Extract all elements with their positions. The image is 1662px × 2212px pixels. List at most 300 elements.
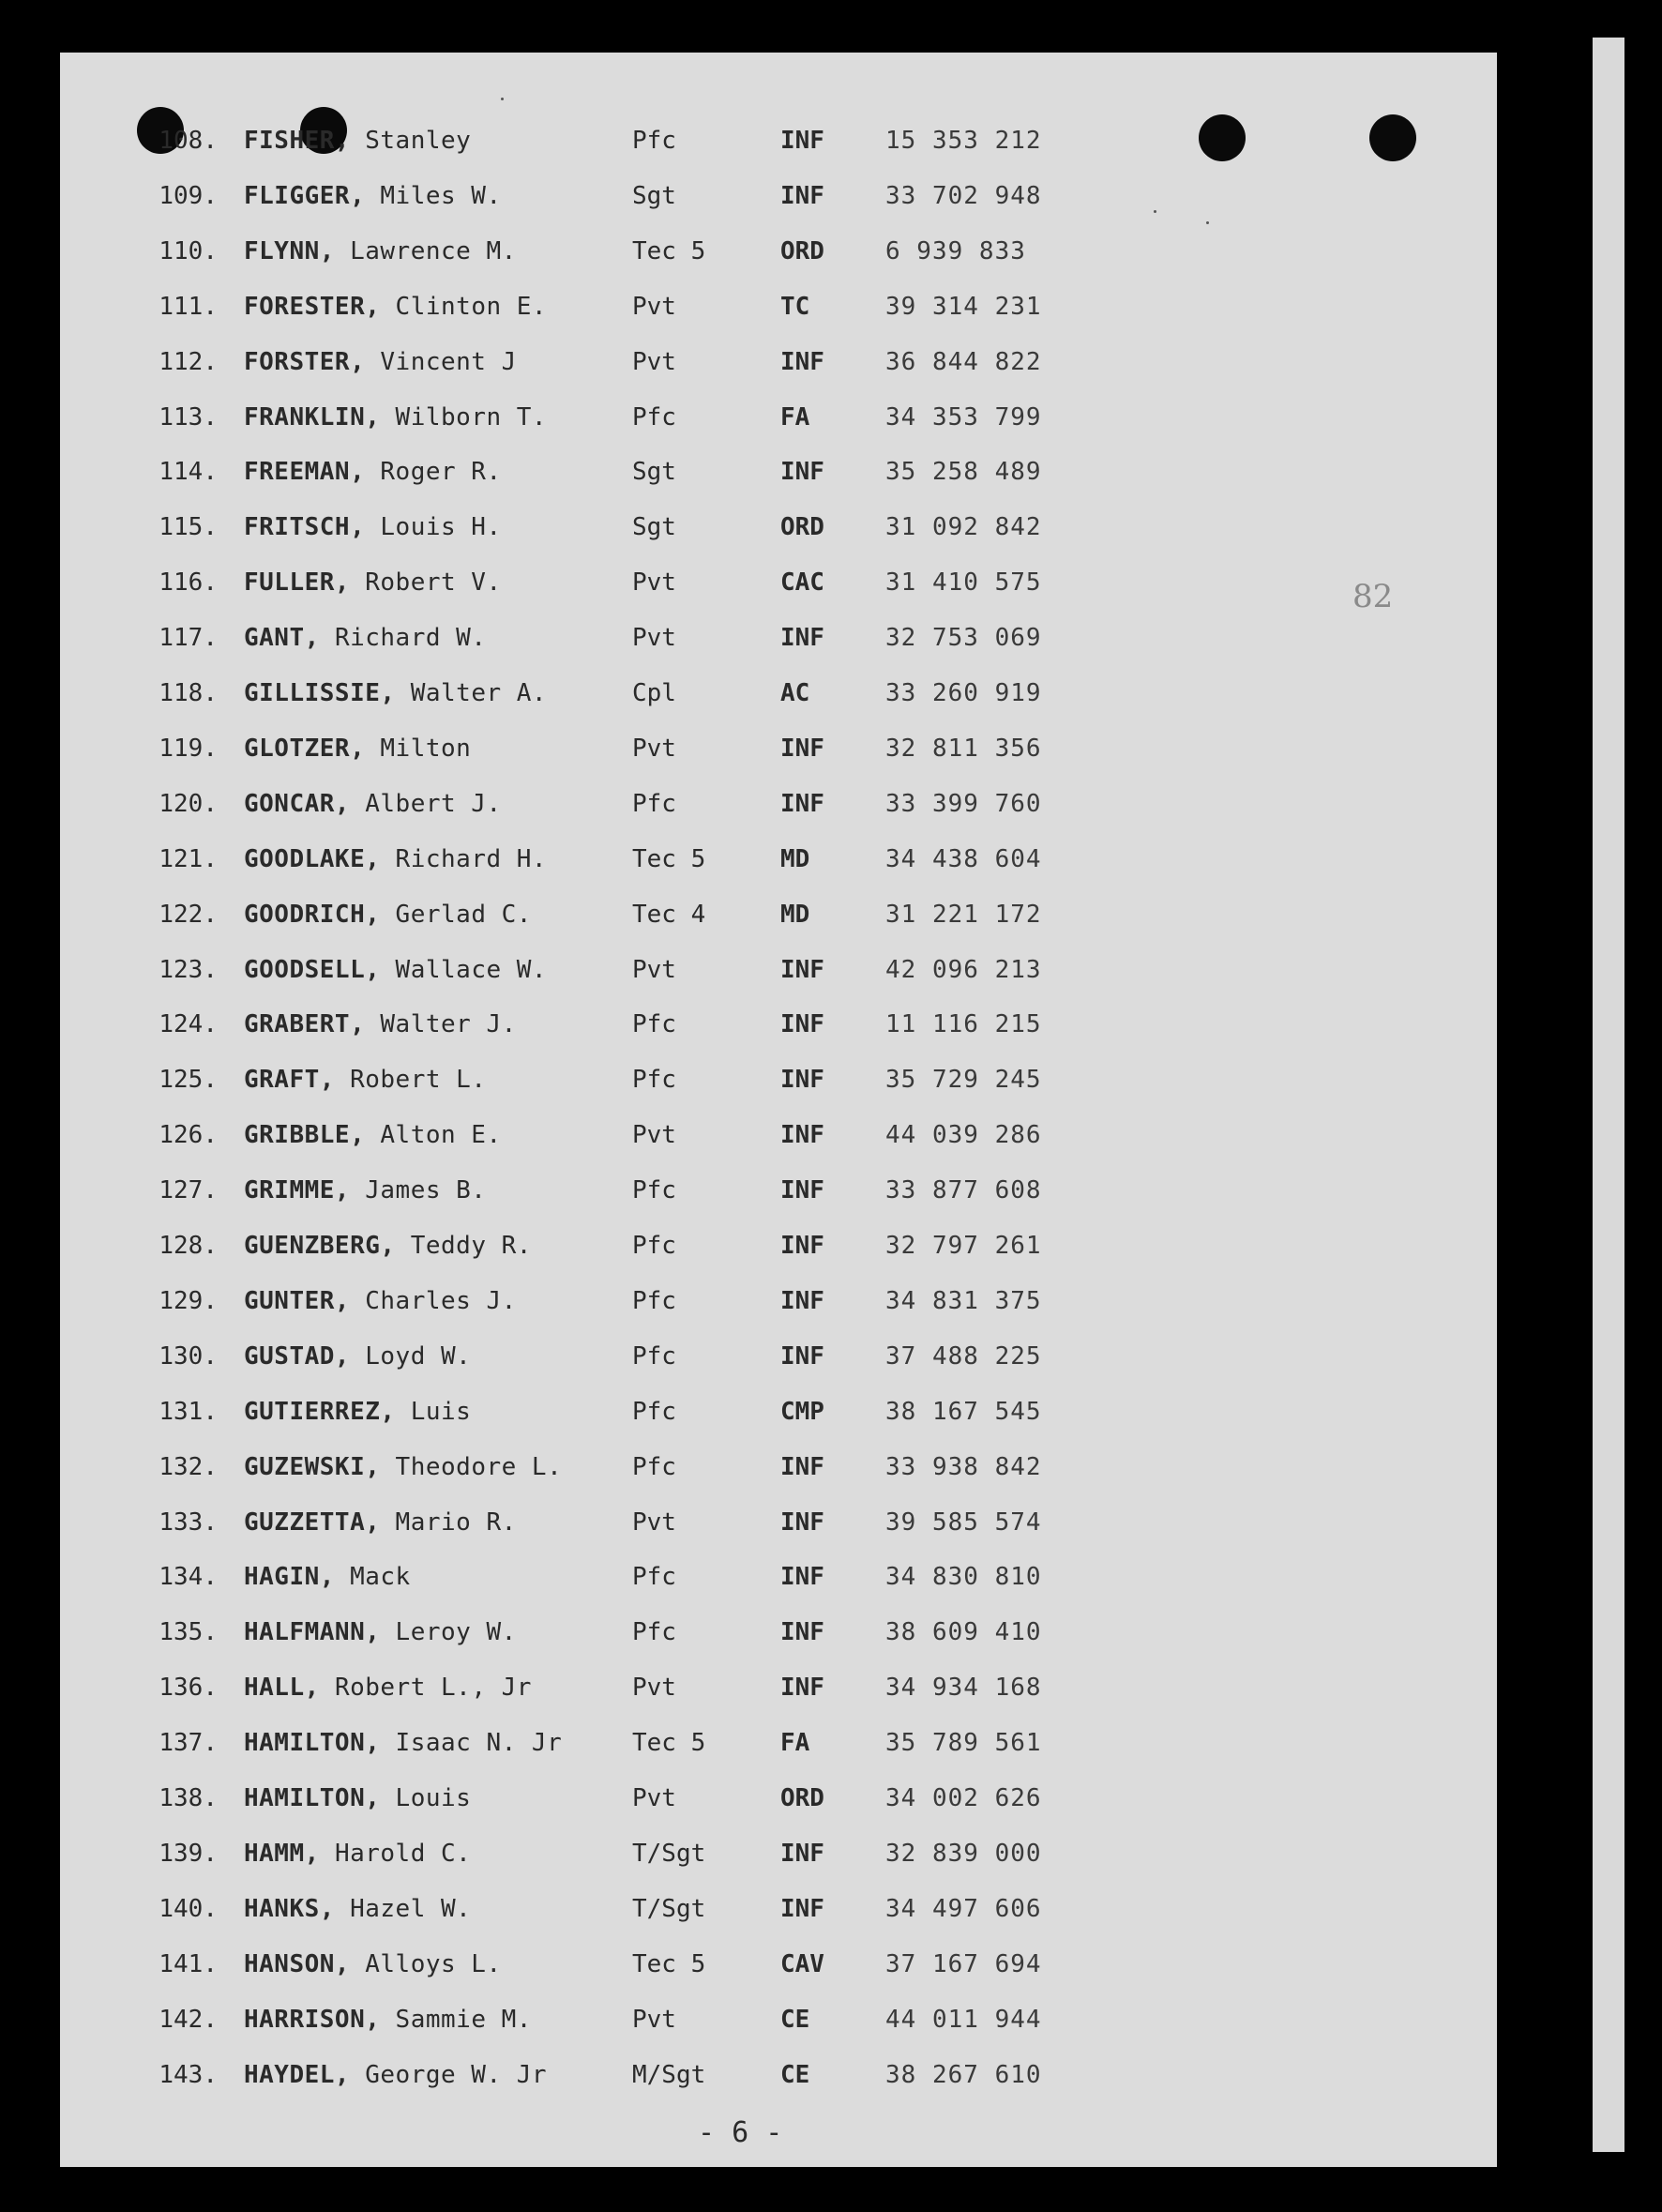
branch: INF (780, 1176, 824, 1205)
surname: HANKS (244, 1894, 320, 1923)
branch: INF (780, 734, 824, 763)
entry-number: 136. (159, 1674, 218, 1703)
entry-number: 137. (159, 1729, 218, 1758)
entry-number: 121. (159, 844, 218, 873)
soldier-name (244, 619, 486, 657)
rank: Pvt (632, 955, 676, 984)
name-separator: , (365, 2005, 396, 2034)
soldier-name (244, 1006, 517, 1043)
branch: INF (780, 1507, 824, 1537)
serial-number: 44 039 286 (885, 1121, 1042, 1150)
rank: Pvt (632, 1674, 676, 1703)
rank: Cpl (632, 679, 676, 707)
name-separator: , (350, 1121, 381, 1150)
surname: GOODLAKE (244, 844, 366, 873)
rank: Tec 5 (632, 844, 706, 873)
soldier-name (244, 2001, 532, 2038)
branch: INF (780, 1121, 824, 1150)
serial-number: 38 167 545 (885, 1397, 1042, 1426)
entry-number: 108. (159, 127, 218, 155)
branch: INF (780, 347, 824, 376)
roster-row (60, 233, 1497, 270)
entry-number: 135. (159, 1618, 218, 1647)
name-separator: , (350, 458, 381, 487)
surname: GRAFT (244, 1066, 320, 1095)
soldier-name (244, 343, 517, 381)
name-separator: , (304, 1674, 335, 1703)
given-name: Isaac N. Jr (395, 1729, 563, 1758)
surname: HAMILTON (244, 1729, 366, 1758)
entry-number: 129. (159, 1286, 218, 1315)
serial-number: 37 167 694 (885, 1949, 1042, 1978)
rank: Pvt (632, 624, 676, 653)
branch: ORD (780, 513, 824, 542)
roster-row (60, 122, 1497, 159)
roster-row (60, 1780, 1497, 1817)
entry-number: 143. (159, 2060, 218, 2089)
name-separator: , (350, 181, 381, 210)
rank: Pvt (632, 1121, 676, 1150)
soldier-name (244, 1282, 517, 1320)
rank: Pvt (632, 1784, 676, 1812)
surname: GUZEWSKI (244, 1452, 366, 1481)
serial-number: 6 939 833 (885, 236, 1026, 265)
branch: INF (780, 789, 824, 818)
soldier-name (244, 674, 547, 712)
serial-number: 38 609 410 (885, 1618, 1042, 1647)
serial-number: 38 267 610 (885, 2060, 1042, 2089)
serial-number: 35 789 561 (885, 1729, 1042, 1758)
name-separator: , (365, 844, 396, 873)
name-separator: , (365, 292, 396, 321)
given-name: Alton E. (380, 1121, 502, 1150)
rank: Sgt (632, 458, 676, 487)
roster-row (60, 177, 1497, 215)
surname: GONCAR (244, 789, 335, 818)
given-name: Mario R. (395, 1507, 517, 1537)
roster-row (60, 453, 1497, 491)
roster-row (60, 1835, 1497, 1872)
branch: INF (780, 1066, 824, 1095)
serial-number: 33 702 948 (885, 181, 1042, 210)
branch: ORD (780, 236, 824, 265)
soldier-name (244, 1669, 532, 1706)
given-name: George W. Jr (365, 2060, 548, 2089)
entry-number: 118. (159, 679, 218, 707)
entry-number: 116. (159, 568, 218, 598)
soldier-name (244, 1393, 471, 1431)
name-separator: , (365, 402, 396, 432)
surname: FORESTER (244, 292, 366, 321)
rank: Pvt (632, 347, 676, 376)
given-name: Lawrence M. (350, 236, 517, 265)
name-separator: , (365, 1452, 396, 1481)
soldier-name (244, 1172, 486, 1209)
branch: ORD (780, 1784, 824, 1812)
surname: GRIBBLE (244, 1121, 351, 1150)
name-separator: , (334, 1286, 366, 1315)
given-name: Wallace W. (395, 955, 548, 984)
serial-number: 36 844 822 (885, 347, 1042, 376)
serial-number: 33 399 760 (885, 789, 1042, 818)
given-name: Louis H. (380, 513, 502, 542)
given-name: James B. (365, 1176, 487, 1205)
name-separator: , (365, 1729, 396, 1758)
rank: Pvt (632, 734, 676, 763)
soldier-name (244, 2056, 547, 2094)
entry-number: 131. (159, 1397, 218, 1426)
given-name: Leroy W. (395, 1618, 517, 1647)
branch: INF (780, 1232, 824, 1260)
branch: INF (780, 955, 824, 984)
entry-number: 142. (159, 2005, 218, 2034)
entry-number: 111. (159, 292, 218, 321)
soldier-name (244, 1448, 562, 1486)
given-name: Harold C. (334, 1839, 472, 1868)
roster-row (60, 1061, 1497, 1098)
rank: T/Sgt (632, 1894, 706, 1923)
branch: CE (780, 2005, 810, 2034)
roster-row (60, 730, 1497, 767)
serial-number: 11 116 215 (885, 1010, 1042, 1039)
branch: INF (780, 458, 824, 487)
given-name: Gerlad C. (395, 900, 532, 929)
roster-row (60, 1338, 1497, 1375)
soldier-name (244, 896, 532, 933)
given-name: Milton (380, 734, 472, 763)
serial-number: 32 839 000 (885, 1839, 1042, 1868)
given-name: Sammie M. (395, 2005, 532, 2034)
rank: Pvt (632, 1507, 676, 1537)
given-name: Walter A. (410, 679, 548, 707)
serial-number: 34 002 626 (885, 1784, 1042, 1812)
branch: MD (780, 900, 810, 929)
soldier-name (244, 1614, 517, 1651)
soldier-name (244, 841, 547, 878)
given-name: Hazel W. (350, 1894, 472, 1923)
branch: INF (780, 1341, 824, 1371)
soldier-name (244, 1780, 471, 1817)
serial-number: 37 488 225 (885, 1341, 1042, 1371)
soldier-name (244, 453, 502, 491)
serial-number: 31 092 842 (885, 513, 1042, 542)
rank: Sgt (632, 181, 676, 210)
serial-number: 34 831 375 (885, 1286, 1042, 1315)
roster-row (60, 841, 1497, 878)
serial-number: 34 934 168 (885, 1674, 1042, 1703)
serial-number: 32 797 261 (885, 1232, 1042, 1260)
surname: FISHER (244, 127, 335, 155)
entry-number: 132. (159, 1452, 218, 1481)
rank: Tec 5 (632, 236, 706, 265)
rank: Pfc (632, 1397, 676, 1426)
branch: AC (780, 679, 810, 707)
soldier-name (244, 1061, 486, 1098)
name-separator: , (365, 1618, 396, 1647)
entry-number: 130. (159, 1341, 218, 1371)
soldier-name (244, 1724, 562, 1762)
roster-row (60, 399, 1497, 436)
given-name: Louis (395, 1784, 472, 1812)
name-separator: , (350, 513, 381, 542)
surname: HAMM (244, 1839, 305, 1868)
given-name: Alloys L. (365, 1949, 502, 1978)
surname: GOODSELL (244, 955, 366, 984)
serial-number: 39 314 231 (885, 292, 1042, 321)
rank: Pfc (632, 127, 676, 155)
surname: HAMILTON (244, 1784, 366, 1812)
name-separator: , (365, 1507, 396, 1537)
given-name: Miles W. (380, 181, 502, 210)
rank: Pfc (632, 1618, 676, 1647)
branch: CMP (780, 1397, 824, 1426)
roster-row (60, 1669, 1497, 1706)
soldier-name (244, 399, 547, 436)
name-separator: , (350, 1010, 381, 1039)
roster-row (60, 1116, 1497, 1154)
soldier-name (244, 1890, 471, 1928)
roster-row (60, 1558, 1497, 1596)
given-name: Walter J. (380, 1010, 517, 1039)
given-name: Roger R. (380, 458, 502, 487)
rank: T/Sgt (632, 1839, 706, 1868)
surname: GRIMME (244, 1176, 335, 1205)
entry-number: 109. (159, 181, 218, 210)
given-name: Teddy R. (410, 1232, 532, 1260)
given-name: Richard H. (395, 844, 548, 873)
soldier-name (244, 1338, 471, 1375)
surname: GUENZBERG (244, 1232, 381, 1260)
roster-row (60, 1724, 1497, 1762)
rank: Tec 5 (632, 1729, 706, 1758)
given-name: Richard W. (334, 624, 487, 653)
rank: Pfc (632, 1176, 676, 1205)
serial-number: 15 353 212 (885, 127, 1042, 155)
rank: Pfc (632, 1066, 676, 1095)
rank: Pvt (632, 568, 676, 598)
serial-number: 33 938 842 (885, 1452, 1042, 1481)
entry-number: 122. (159, 900, 218, 929)
roster-row (60, 1448, 1497, 1486)
surname: HAGIN (244, 1563, 320, 1592)
branch: INF (780, 624, 824, 653)
rank: Pfc (632, 402, 676, 432)
name-separator: , (334, 1949, 366, 1978)
surname: GUTIERREZ (244, 1397, 381, 1426)
soldier-name (244, 177, 502, 215)
rank: Pfc (632, 1010, 676, 1039)
soldier-name (244, 1504, 517, 1541)
name-separator: , (334, 568, 366, 598)
personnel-roster (60, 53, 1497, 2167)
entry-number: 123. (159, 955, 218, 984)
name-separator: , (380, 679, 411, 707)
surname: HALL (244, 1674, 305, 1703)
name-separator: , (334, 1176, 366, 1205)
serial-number: 42 096 213 (885, 955, 1042, 984)
entry-number: 134. (159, 1563, 218, 1592)
name-separator: , (365, 1784, 396, 1812)
roster-row (60, 1946, 1497, 1983)
soldier-name (244, 508, 502, 546)
name-separator: , (319, 236, 351, 265)
branch: INF (780, 1839, 824, 1868)
surname: GOODRICH (244, 900, 366, 929)
entry-number: 124. (159, 1010, 218, 1039)
soldier-name (244, 1558, 411, 1596)
entry-number: 141. (159, 1949, 218, 1978)
margin-note: 82 (1352, 578, 1394, 615)
given-name: Luis (410, 1397, 472, 1426)
surname: GRABERT (244, 1010, 351, 1039)
surname: FRANKLIN (244, 402, 366, 432)
branch: FA (780, 402, 810, 432)
roster-row (60, 1890, 1497, 1928)
entry-number: 138. (159, 1784, 218, 1812)
rank: Pfc (632, 1452, 676, 1481)
rank: Pfc (632, 789, 676, 818)
name-separator: , (365, 955, 396, 984)
roster-row (60, 785, 1497, 823)
surname: GUZZETTA (244, 1507, 366, 1537)
entry-number: 119. (159, 734, 218, 763)
entry-number: 139. (159, 1839, 218, 1868)
given-name: Loyd W. (365, 1341, 472, 1371)
roster-row (60, 343, 1497, 381)
roster-row (60, 1227, 1497, 1265)
surname: FLYNN (244, 236, 320, 265)
name-separator: , (334, 127, 366, 155)
serial-number: 32 811 356 (885, 734, 1042, 763)
branch: INF (780, 127, 824, 155)
soldier-name (244, 288, 547, 326)
rank: Tec 4 (632, 900, 706, 929)
entry-number: 110. (159, 236, 218, 265)
soldier-name (244, 122, 471, 159)
branch: CAV (780, 1949, 824, 1978)
branch: INF (780, 181, 824, 210)
given-name: Robert V. (365, 568, 502, 598)
roster-row (60, 1504, 1497, 1541)
branch: INF (780, 1286, 824, 1315)
roster-row (60, 1282, 1497, 1320)
roster-row (60, 951, 1497, 989)
name-separator: , (350, 347, 381, 376)
rank: Sgt (632, 513, 676, 542)
roster-row (60, 2056, 1497, 2094)
roster-row (60, 508, 1497, 546)
rank: Pfc (632, 1341, 676, 1371)
roster-row (60, 674, 1497, 712)
entry-number: 114. (159, 458, 218, 487)
branch: MD (780, 844, 810, 873)
soldier-name (244, 1946, 502, 1983)
page-number: - 6 - (698, 2116, 783, 2149)
name-separator: , (319, 1563, 351, 1592)
entry-number: 126. (159, 1121, 218, 1150)
serial-number: 34 438 604 (885, 844, 1042, 873)
given-name: Mack (350, 1563, 411, 1592)
roster-row (60, 1614, 1497, 1651)
branch: INF (780, 1010, 824, 1039)
name-separator: , (319, 1894, 351, 1923)
rank: Pvt (632, 292, 676, 321)
surname: HANSON (244, 1949, 335, 1978)
entry-number: 127. (159, 1176, 218, 1205)
given-name: Albert J. (365, 789, 502, 818)
given-name: Robert L. (350, 1066, 487, 1095)
surname: HARRISON (244, 2005, 366, 2034)
entry-number: 133. (159, 1507, 218, 1537)
given-name: Theodore L. (395, 1452, 563, 1481)
entry-number: 117. (159, 624, 218, 653)
rank: M/Sgt (632, 2060, 706, 2089)
rank: Tec 5 (632, 1949, 706, 1978)
surname: FLIGGER (244, 181, 351, 210)
soldier-name (244, 1116, 502, 1154)
surname: FREEMAN (244, 458, 351, 487)
serial-number: 39 585 574 (885, 1507, 1042, 1537)
rank: Pvt (632, 2005, 676, 2034)
surname: GUNTER (244, 1286, 335, 1315)
serial-number: 31 410 575 (885, 568, 1042, 598)
given-name: Vincent J (380, 347, 517, 376)
serial-number: 33 877 608 (885, 1176, 1042, 1205)
surname: FORSTER (244, 347, 351, 376)
entry-number: 120. (159, 789, 218, 818)
branch: TC (780, 292, 810, 321)
name-separator: , (380, 1232, 411, 1260)
serial-number: 34 497 606 (885, 1894, 1042, 1923)
entry-number: 112. (159, 347, 218, 376)
serial-number: 33 260 919 (885, 679, 1042, 707)
entry-number: 128. (159, 1232, 218, 1260)
surname: GLOTZER (244, 734, 351, 763)
name-separator: , (334, 2060, 366, 2089)
name-separator: , (304, 1839, 335, 1868)
name-separator: , (350, 734, 381, 763)
name-separator: , (334, 1341, 366, 1371)
branch: INF (780, 1674, 824, 1703)
name-separator: , (365, 900, 396, 929)
name-separator: , (319, 1066, 351, 1095)
entry-number: 140. (159, 1894, 218, 1923)
soldier-name (244, 1227, 532, 1265)
roster-row (60, 2001, 1497, 2038)
soldier-name (244, 564, 502, 601)
branch: INF (780, 1618, 824, 1647)
name-separator: , (380, 1397, 411, 1426)
serial-number: 31 221 172 (885, 900, 1042, 929)
surname: FULLER (244, 568, 335, 598)
surname: FRITSCH (244, 513, 351, 542)
branch: INF (780, 1563, 824, 1592)
soldier-name (244, 1835, 471, 1872)
roster-row (60, 1172, 1497, 1209)
entry-number: 125. (159, 1066, 218, 1095)
serial-number: 35 729 245 (885, 1066, 1042, 1095)
document-page (60, 53, 1497, 2167)
given-name: Wilborn T. (395, 402, 548, 432)
roster-row (60, 1393, 1497, 1431)
surname: GUSTAD (244, 1341, 335, 1371)
surname: GILLISSIE (244, 679, 381, 707)
given-name: Charles J. (365, 1286, 517, 1315)
soldier-name (244, 730, 471, 767)
surname: HAYDEL (244, 2060, 335, 2089)
branch: CE (780, 2060, 810, 2089)
roster-row (60, 288, 1497, 326)
